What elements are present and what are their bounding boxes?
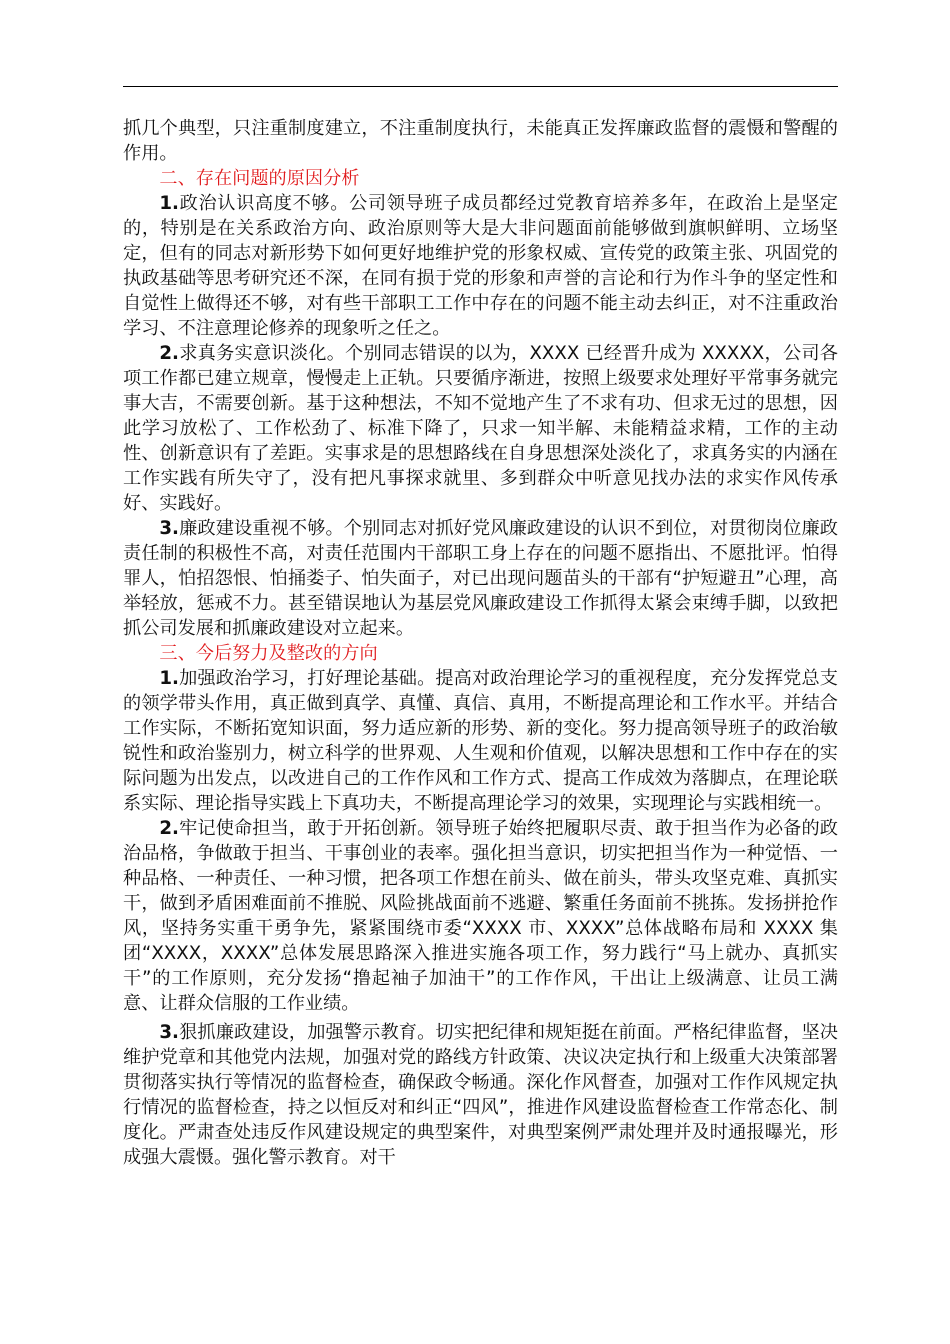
item-number: 3. (159, 1022, 179, 1043)
continuation-paragraph: 抓几个典型，只注重制度建立，不注重制度执行，未能真正发挥廉政监督的震慑和警醒的作用。 (123, 118, 838, 164)
item-text: 求真务实意识淡化。个别同志错误的以为，XXXX 已经晋升成为 XXXXX，公司各项工作都已建立规章，慢慢走上正轨。只要循序渐进，按照上级要求处理好平常事务就完事大吉，不需要创新。基于这种想法，不知不觉地产生了不求有功、但求无过的思想，因此学习放松了、工作松劲了、标准下降了，只求一知半解、未能精益求精，工作的主动性、创新意识有了差距。实事求是的思想路线在自身思想深处淡化了，求真务实的内涵在工作实践有所失守了，没有把凡事探求就里、多到群众中听意见找办法的求实作风传承好、实践好。 (123, 343, 838, 514)
item-number: 1. (159, 193, 179, 214)
item-text: 政治认识高度不够。公司领导班子成员都经过党教育培养多年，在政治上是坚定的，特别是在关系政治方向、政治原则等大是大非问题面前能够做到旗帜鲜明、立场坚定，但有的同志对新形势下如何更好地维护党的形象权威、宣传党的政策主张、巩固党的执政基础等思考研究还不深，在同有损于党的形象和声誉的言论和行为作斗争的坚定性和自觉性上做得还不够，对有些干部职工工作中存在的问题不能主动去纠正，对不注重政治学习、不注意理论修养的现象听之任之。 (123, 193, 838, 339)
section-3-item-3 (123, 1020, 838, 1170)
item-text: 狠抓廉政建设，加强警示教育。切实把纪律和规矩挺在前面。严格纪律监督，坚决维护党章和其他党内法规，加强对党的路线方针政策、决议决定执行和上级重大决策部署贯彻落实执行等情况的监督检查，确保政令畅通。深化作风督查，加强对工作作风规定执行情况的监督检查，持之以恒反对和纠正“四风”，推进作风建设监督检查工作常态化、制度化。严肃查处违反作风建设规定的典型案件，对典型案例严肃处理并及时通报曝光，形成强大震慑。强化警示教育。对干 (123, 1022, 838, 1168)
document-body (123, 116, 838, 1170)
section-3-item-2 (123, 816, 838, 1016)
item-number: 2. (159, 343, 179, 364)
header-rule (123, 86, 838, 87)
section-2-item-3 (123, 516, 838, 641)
item-text: 加强政治学习，打好理论基础。提高对政治理论学习的重视程度，充分发挥党总支的领学带头作用，真正做到真学、真懂、真信、真用，不断提高理论和工作水平。并结合工作实际，不断拓宽知识面，努力适应新的形势、新的变化。努力提高领导班子的政治敏锐性和政治鉴别力，树立科学的世界观、人生观和价值观，以解决思想和工作中存在的实际问题为出发点，以改进自己的工作作风和工作方式、提高工作成效为落脚点，在理论联系实际、理论指导实践上下真功夫，不断提高理论学习的效果，实现理论与实践相统一。 (123, 668, 838, 814)
item-number: 1. (159, 668, 179, 689)
item-number: 2. (159, 818, 179, 839)
section-2-item-2 (123, 341, 838, 516)
section-3-item-1 (123, 666, 838, 816)
section-2-heading: 二、存在问题的原因分析 (159, 168, 360, 189)
item-text: 廉政建设重视不够。个别同志对抓好党风廉政建设的认识不到位，对贯彻岗位廉政责任制的积极性不高，对责任范围内干部职工身上存在的问题不愿指出、不愿批评。怕得罪人，怕招怨恨、怕捅娄子、怕失面子，对已出现问题苗头的干部有“护短避丑”心理，高举轻放，惩戒不力。甚至错误地认为基层党风廉政建设工作抓得太紧会束缚手脚，以致把抓公司发展和抓廉政建设对立起来。 (123, 518, 838, 639)
item-text: 牢记使命担当，敢于开拓创新。领导班子始终把履职尽责、敢于担当作为必备的政治品格，争做敢于担当、干事创业的表率。强化担当意识，切实把担当作为一种觉悟、一种品格、一种责任、一种习惯，把各项工作想在前头、做在前头，带头攻坚克难、真抓实干，做到矛盾困难面前不推脱、风险挑战面前不逃避、繁重任务面前不挑拣。发扬拼抢作风，坚持务实重干勇争先，紧紧围绕市委“XXXX 市、XXXX”总体战略布局和 XXXX 集团“XXXX，XXXX”总体发展思路深入推进实施各项工作，努力践行“马上就办、真抓实干”的工作原则，充分发扬“撸起袖子加油干”的工作作风，干出让上级满意、让员工满意、让群众信服的工作业绩。 (123, 818, 838, 1014)
section-2-item-1 (123, 191, 838, 341)
item-number: 3. (159, 518, 179, 539)
section-3-heading: 三、今后努力及整改的方向 (159, 643, 378, 664)
